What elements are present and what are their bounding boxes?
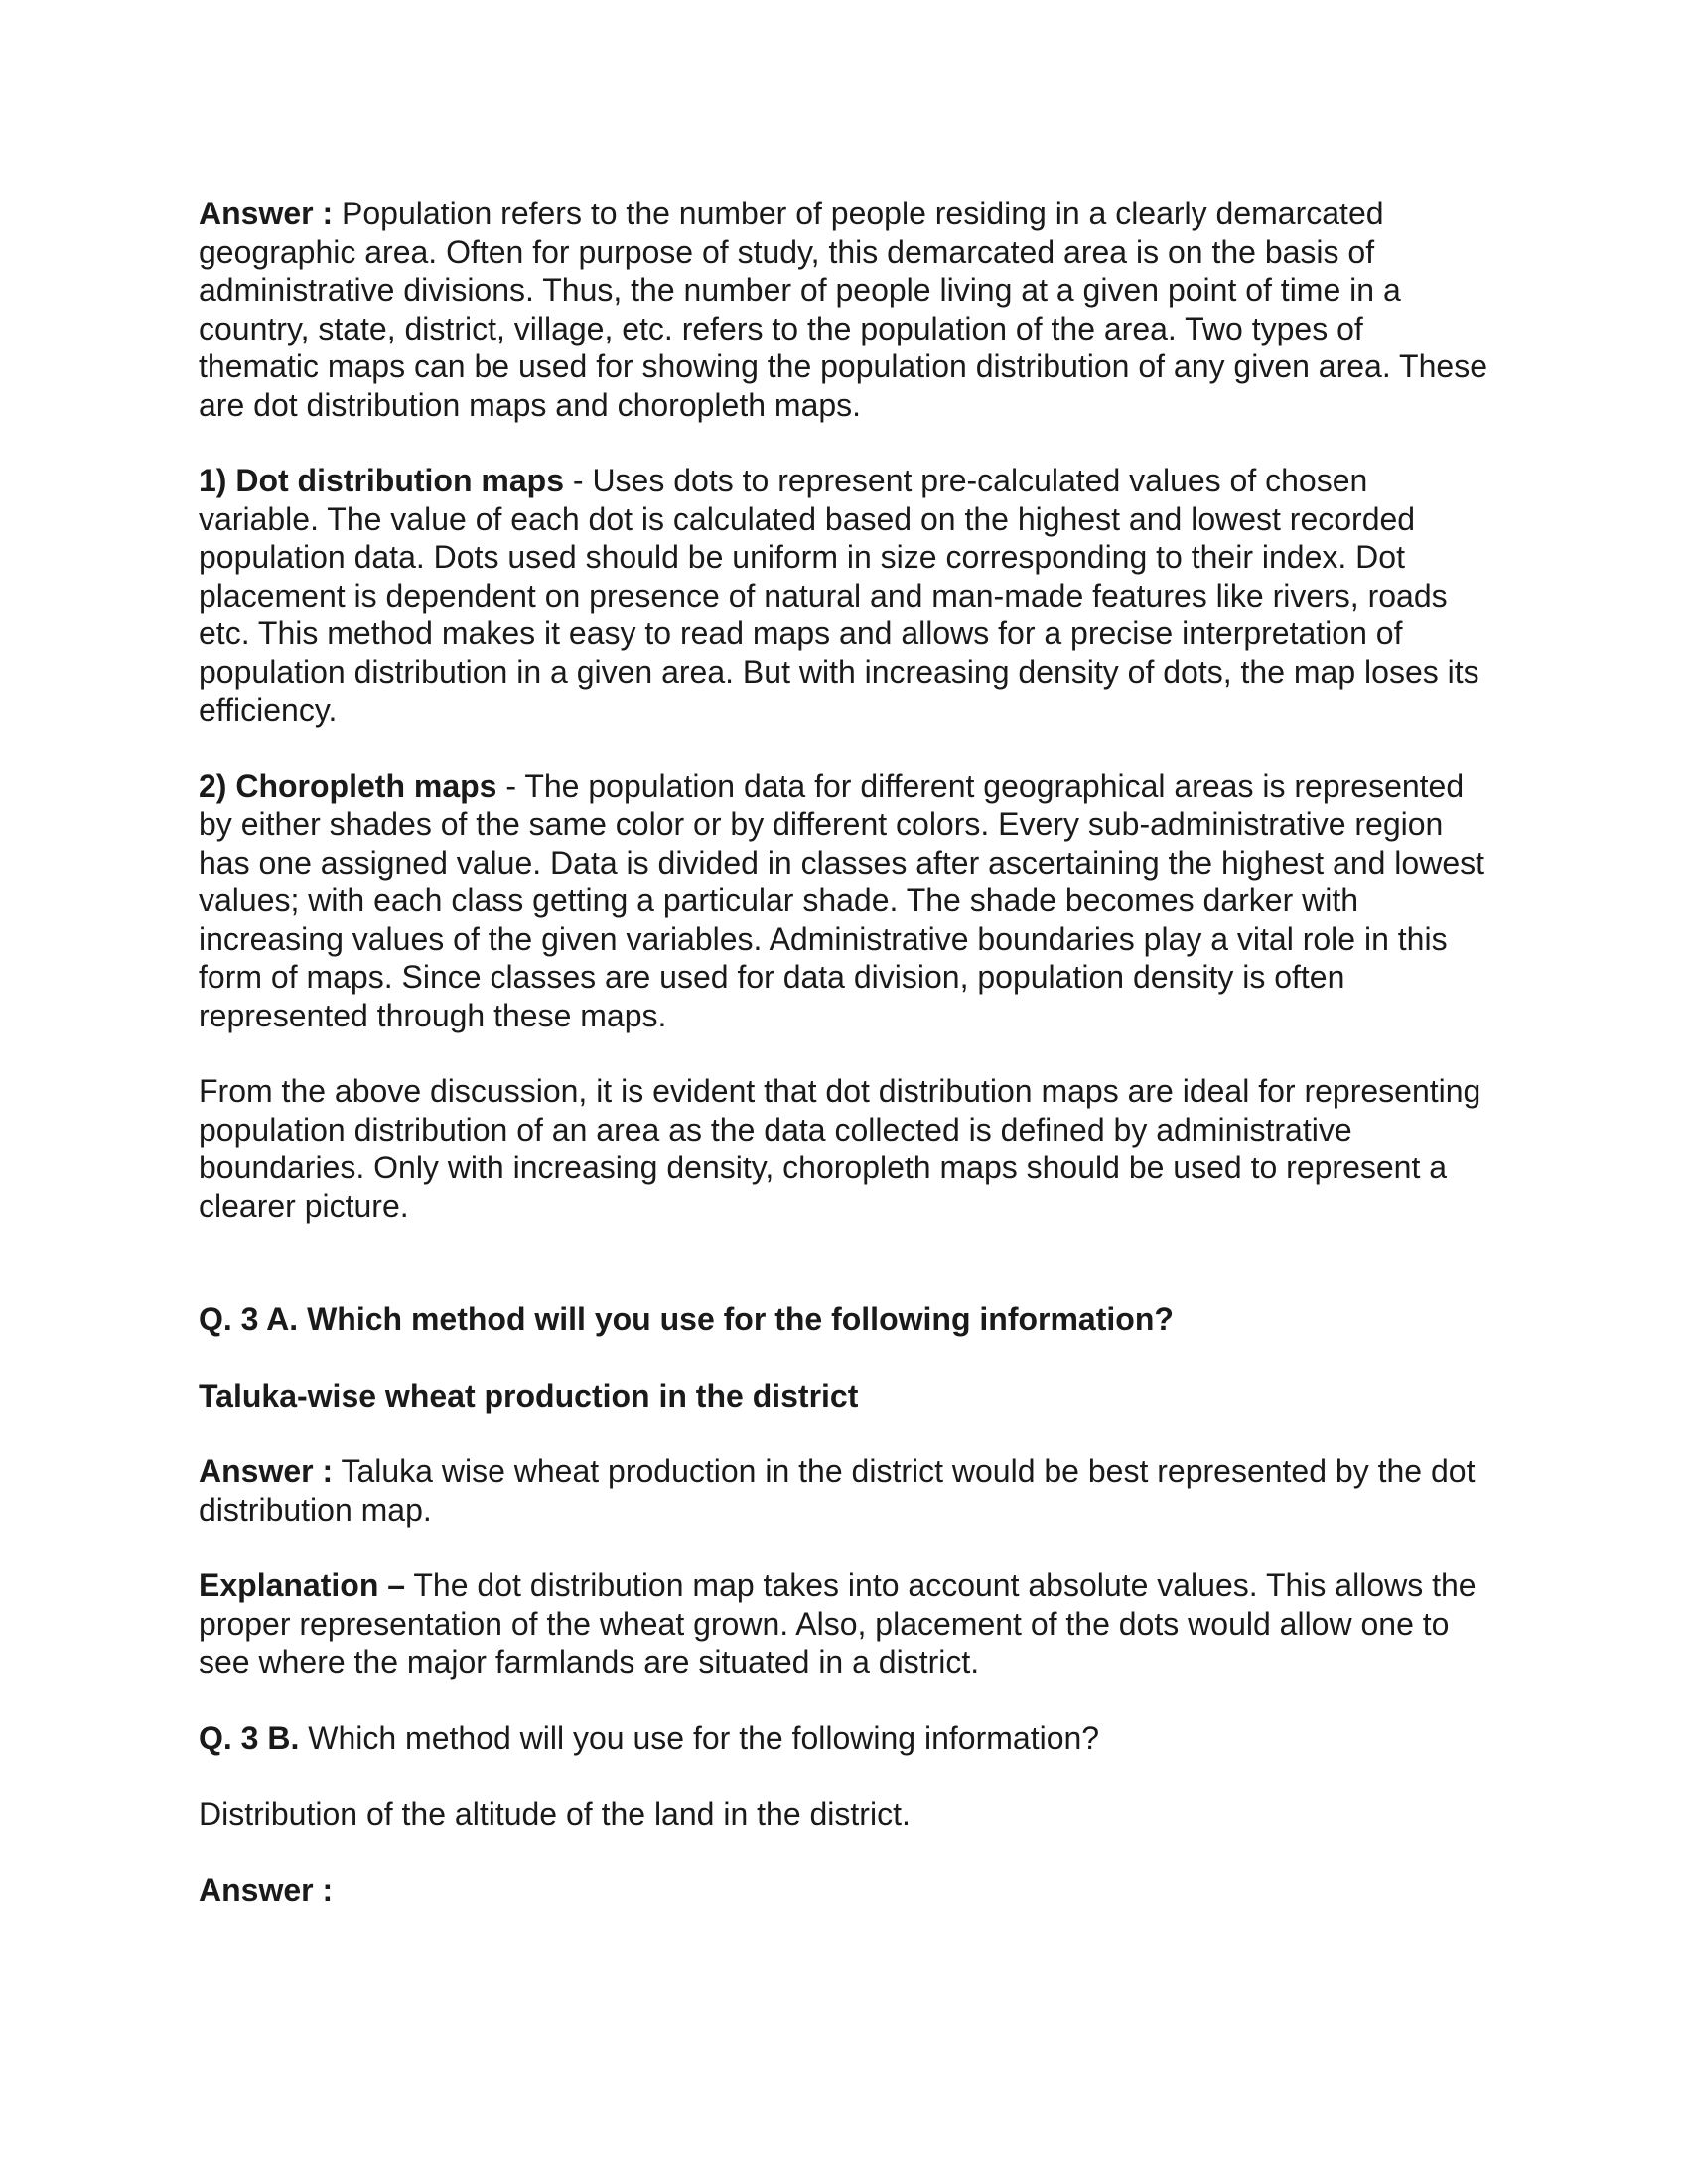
question-3b-text: Which method will you use for the following information? <box>299 1719 1100 1756</box>
document-page <box>199 195 1489 1947</box>
dot-distribution-heading: 1) Dot distribution maps <box>199 463 564 498</box>
question-3b-heading <box>199 1719 1489 1758</box>
question-3a-text: Q. 3 A. Which method will you use for the following information? <box>199 1301 1174 1337</box>
answer-text: Population refers to the number of people residing in a clearly demarcated geographic area. Often for purpose of study, this demarcated area is on the basis of administrative divisions. Thus, the number of people living at a given point of time in a country, state, district, village, etc. refers to the population of the area. Two types of thematic maps can be used for showing the population distribution of any given area. These are dot distribution maps and choropleth maps. <box>199 196 1487 423</box>
question-3a-answer-label: Answer : <box>199 1453 334 1489</box>
question-3a-explanation-text: The dot distribution map takes into account absolute values. This allows the proper representation of the wheat grown. Also, placement of the dots would allow one to see where the major farmlands are situated in a district. <box>199 1568 1477 1680</box>
answer-paragraph <box>199 195 1489 424</box>
question-3a-heading <box>199 1300 1489 1339</box>
dot-distribution-text: - Uses dots to represent pre-calculated values of chosen variable. The value of each dot is calculated based on the highest and lowest recorded population data. Dots used should be uniform in size corresponding to their index. Dot placement is dependent on presence of natural and man-made features like rivers, roads etc. This method makes it easy to read maps and allows for a precise interpretation of population distribution in a given area. But with increasing density of dots, the map loses its efficiency. <box>199 463 1479 728</box>
choropleth-heading: 2) Choropleth maps <box>199 767 497 804</box>
question-3a-answer <box>199 1452 1489 1529</box>
question-3b-answer-label: Answer : <box>199 1871 334 1908</box>
question-3a-subject-text: Taluka-wise wheat production in the district <box>199 1377 859 1414</box>
answer-label: Answer : <box>199 196 334 231</box>
question-3b-answer <box>199 1871 1489 1910</box>
question-3a-explanation <box>199 1567 1489 1682</box>
conclusion-paragraph: From the above discussion, it is evident that dot distribution maps are ideal for representing population distribution of an area as the data collected is defined by administrative boundaries. Only with increasing density, choropleth maps should be used to represent a clearer picture. <box>199 1073 1481 1224</box>
question-3a-subject <box>199 1377 1489 1416</box>
question-3b-subject: Distribution of the altitude of the land in the district. <box>199 1796 911 1832</box>
question-3a-explanation-label: Explanation – <box>199 1568 406 1603</box>
choropleth-text: - The population data for different geographical areas is represented by either shades of the same color or by different colors. Every sub-administrative region has one assigned value. Data is divided in classes after ascertaining the highest and lowest values; with each class getting a particular shade. The shade becomes darker with increasing values of the given variables. Administrative boundaries play a vital role in this form of maps. Since classes are used for data division, population density is often represented through these maps. <box>199 767 1484 1033</box>
question-3a-answer-text: Taluka wise wheat production in the district would be best represented by the dot distribution map. <box>199 1453 1476 1528</box>
question-3b-label: Q. 3 B. <box>199 1719 300 1756</box>
choropleth-paragraph <box>199 767 1489 1035</box>
dot-distribution-paragraph <box>199 462 1489 730</box>
